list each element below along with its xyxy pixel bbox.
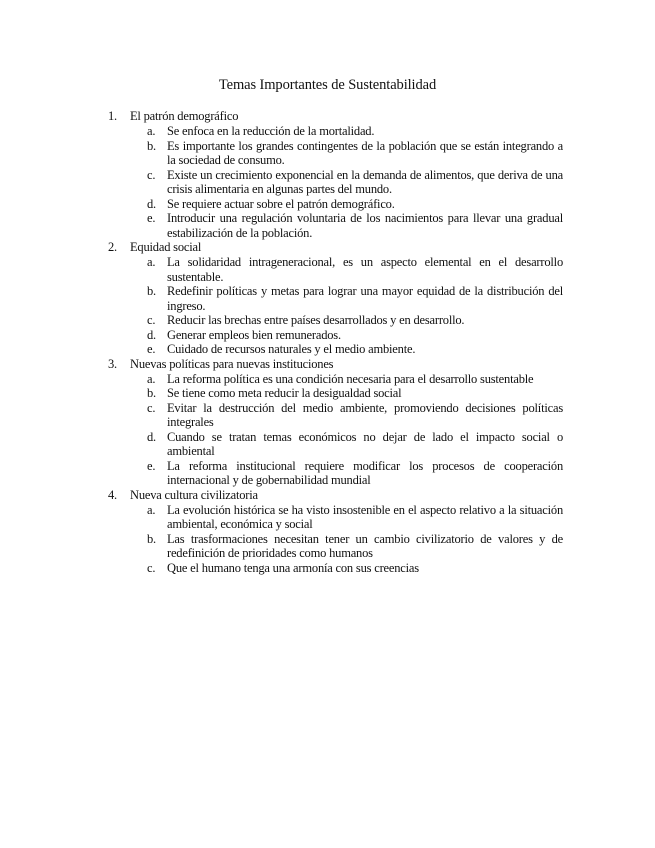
section-items xyxy=(108,124,563,240)
list-item xyxy=(147,400,563,430)
item-letter: c. xyxy=(147,400,156,415)
item-text: Cuando se tratan temas económicos no dejar de lado el impacto social o ambiental xyxy=(167,429,563,458)
section-heading-text: Nuevas políticas para nuevas instituciones xyxy=(130,356,334,371)
item-letter: b. xyxy=(147,138,156,153)
item-letter: b. xyxy=(147,531,156,546)
section-new-policies xyxy=(108,357,563,488)
item-text: Que el humano tenga una armonía con sus creencias xyxy=(167,560,419,575)
section-heading xyxy=(108,240,563,255)
item-letter: d. xyxy=(147,327,156,342)
list-item xyxy=(147,211,563,240)
item-letter: c. xyxy=(147,167,156,182)
section-items xyxy=(108,503,563,576)
item-letter: b. xyxy=(147,386,156,400)
item-text: Las trasformaciones necesitan tener un cambio civilizatorio de valores y de redefinición de prioridades como humanos xyxy=(167,531,563,560)
list-item xyxy=(147,196,563,212)
section-number: 3. xyxy=(108,356,117,371)
item-text: Se tiene como meta reducir la desigualdad social xyxy=(167,386,402,400)
item-letter: a. xyxy=(147,124,156,138)
section-number: 2. xyxy=(108,240,117,254)
section-demographic-pattern xyxy=(108,109,563,240)
list-item xyxy=(147,342,563,357)
section-heading-text: Nueva cultura civilizatoria xyxy=(130,487,258,502)
item-letter: a. xyxy=(147,371,156,386)
list-item xyxy=(147,284,563,313)
section-items xyxy=(108,255,563,357)
section-heading-text: Equidad social xyxy=(130,240,202,254)
item-text: Introducir una regulación voluntaria de los nacimientos para llevar una gradual estabilización de la población. xyxy=(167,211,563,240)
list-item xyxy=(147,386,563,401)
item-text: La evolución histórica se ha visto insostenible en el aspecto relativo a la situación ambiental, económica y social xyxy=(167,502,563,531)
item-letter: e. xyxy=(147,458,156,473)
document-title: Temas Importantes de Sustentabilidad xyxy=(218,77,437,93)
item-letter: d. xyxy=(147,196,156,211)
list-item xyxy=(147,255,563,284)
section-items xyxy=(108,372,563,488)
list-item xyxy=(147,502,563,532)
section-number: 4. xyxy=(108,487,117,502)
item-letter: d. xyxy=(147,429,156,444)
section-heading xyxy=(108,357,563,372)
item-letter: a. xyxy=(147,502,156,517)
item-letter: c. xyxy=(147,560,156,575)
item-letter: b. xyxy=(147,284,156,298)
item-letter: e. xyxy=(147,211,156,225)
section-heading xyxy=(108,488,563,503)
item-letter: e. xyxy=(147,342,156,356)
item-text: La reforma política es una condición necesaria para el desarrollo sustentable xyxy=(167,371,534,386)
item-text: Redefinir políticas y metas para lograr una mayor equidad de la distribución del ingreso. xyxy=(167,284,563,313)
list-item xyxy=(147,327,563,343)
item-text: Generar empleos bien remunerados. xyxy=(167,327,341,342)
item-text: La solidaridad intrageneracional, es un aspecto elemental en el desarrollo sustentable. xyxy=(167,255,563,284)
list-item xyxy=(147,313,563,328)
list-item xyxy=(147,531,563,561)
section-heading-text: El patrón demográfico xyxy=(130,109,239,123)
list-item xyxy=(147,371,563,387)
list-item xyxy=(147,138,563,168)
item-text: Existe un crecimiento exponencial en la demanda de alimentos, que deriva de una crisis alimentaria en algunas partes del mundo. xyxy=(167,167,563,196)
item-text: La reforma institucional requiere modificar los procesos de cooperación internacional y de gobernabilidad mundial xyxy=(167,458,563,487)
list-item xyxy=(147,429,563,459)
item-text: Cuidado de recursos naturales y el medio ambiente. xyxy=(167,342,416,356)
list-item xyxy=(147,167,563,197)
list-item xyxy=(147,560,563,576)
item-letter: a. xyxy=(147,255,156,269)
topic-outline xyxy=(108,109,563,575)
item-text: Se requiere actuar sobre el patrón demográfico. xyxy=(167,196,395,211)
item-text: Evitar la destrucción del medio ambiente, promoviendo decisiones políticas integrales xyxy=(167,400,563,429)
section-new-civilizational-culture xyxy=(108,488,563,576)
list-item xyxy=(147,124,563,139)
item-text: Se enfoca en la reducción de la mortalidad. xyxy=(167,124,375,138)
section-social-equity xyxy=(108,240,563,357)
section-heading xyxy=(108,109,563,124)
item-text: Es importante los grandes contingentes de la población que se están integrando a la sociedad de consumo. xyxy=(167,138,563,167)
item-text: Reducir las brechas entre países desarrollados y en desarrollo. xyxy=(167,313,465,327)
section-number: 1. xyxy=(108,109,117,123)
item-letter: c. xyxy=(147,313,156,327)
list-item xyxy=(147,458,563,488)
